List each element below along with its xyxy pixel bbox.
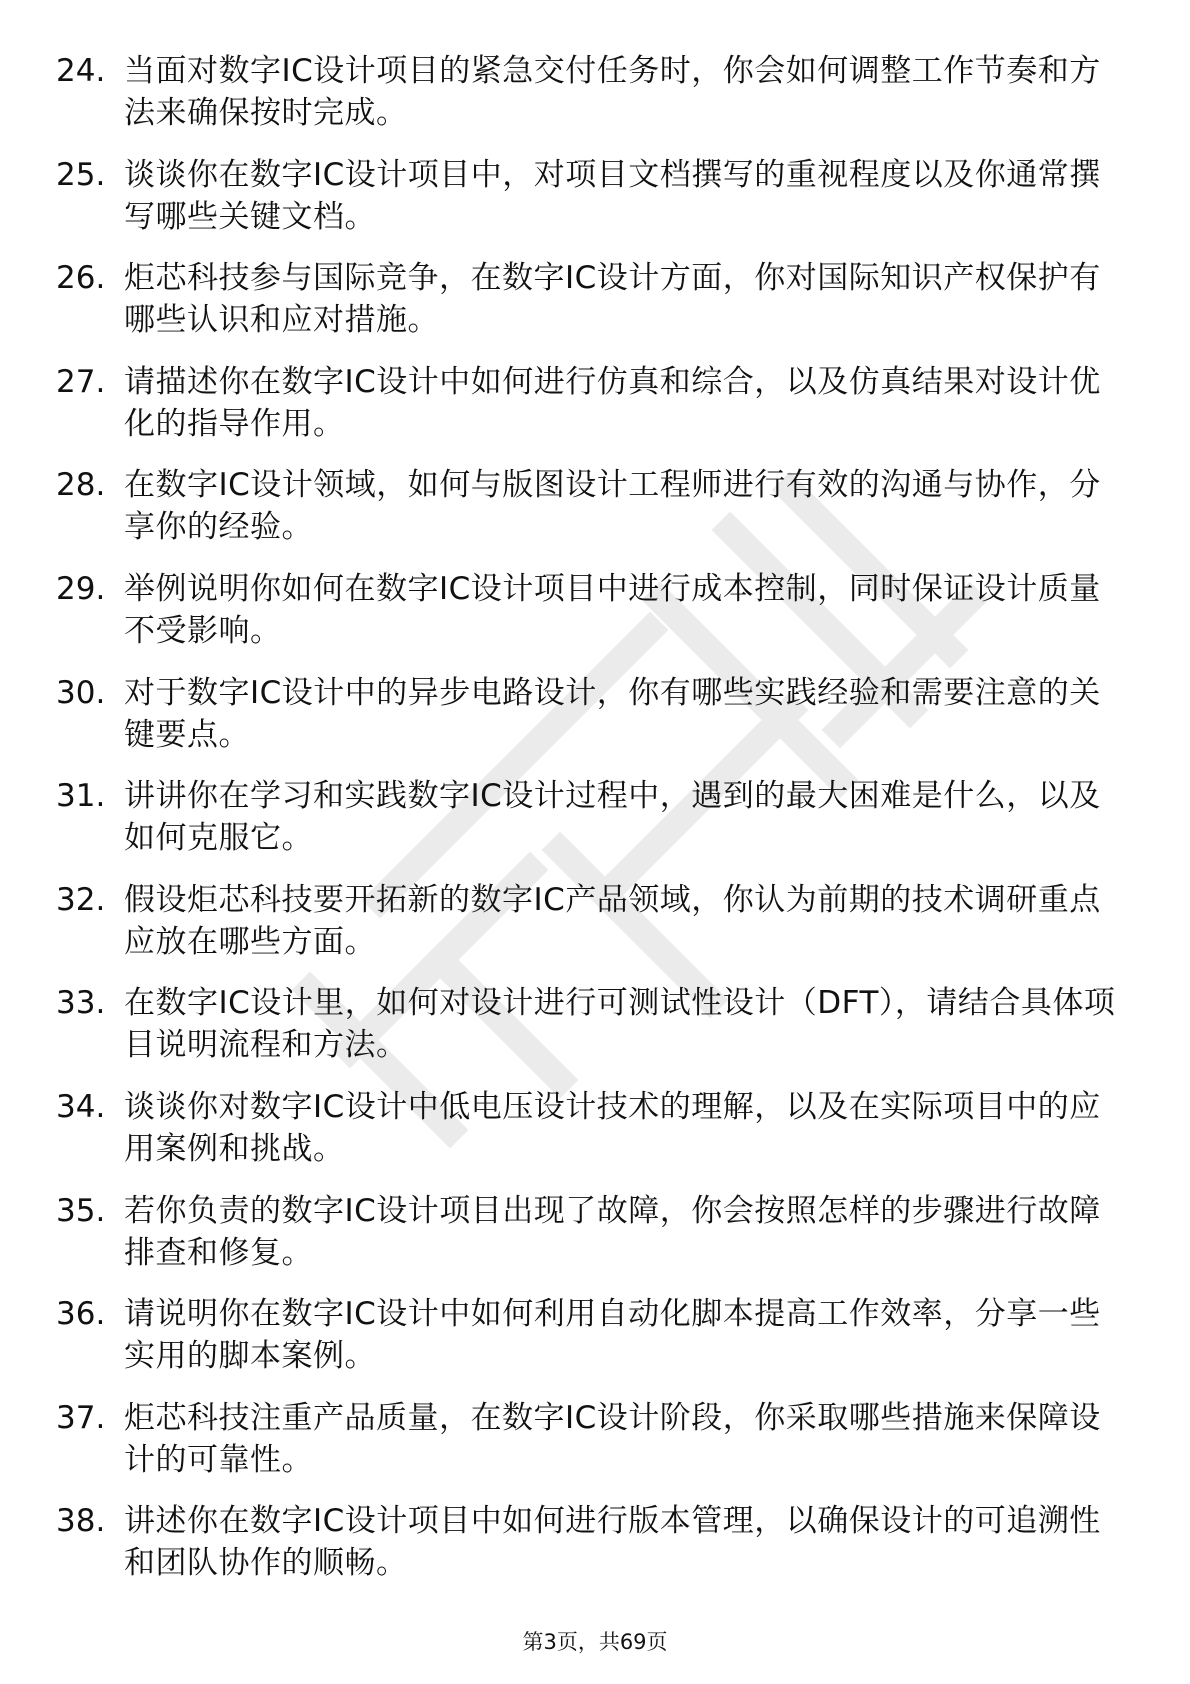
question-number: 29. [56,570,106,607]
question-item [56,879,1116,983]
question-number: 30. [56,674,106,711]
question-number: 28. [56,467,106,504]
question-text: 请说明你在数字IC设计中如何利用自动化脚本提高工作效率，分享一些实用的脚本案例。 [124,1296,1101,1375]
question-number: 37. [56,1399,106,1436]
question-text: 谈谈你在数字IC设计项目中，对项目文档撰写的重视程度以及你通常撰写哪些关键文档。 [124,156,1101,235]
question-item [56,1190,1116,1294]
page-footer: 第3页，共69页 [522,1630,668,1654]
question-number: 33. [56,985,106,1022]
question-item [56,50,1116,154]
question-text: 讲讲你在学习和实践数字IC设计过程中，遇到的最大困难是什么，以及如何克服它。 [124,778,1101,857]
question-item [56,361,1116,465]
question-number: 26. [56,260,106,297]
question-text: 在数字IC设计里，如何对设计进行可测试性设计（DFT），请结合具体项目说明流程和方法。 [124,985,1116,1064]
question-item [56,154,1116,258]
question-text: 对于数字IC设计中的异步电路设计，你有哪些实践经验和需要注意的关键要点。 [124,674,1101,753]
question-item [56,1293,1116,1397]
question-item [56,1086,1116,1190]
question-number: 31. [56,778,106,815]
question-text: 请描述你在数字IC设计中如何进行仿真和综合，以及仿真结果对设计优化的指导作用。 [124,363,1101,442]
question-text: 若你负责的数字IC设计项目出现了故障，你会按照怎样的步骤进行故障排查和修复。 [124,1192,1101,1271]
question-text: 谈谈你对数字IC设计中低电压设计技术的理解，以及在实际项目中的应用案例和挑战。 [124,1088,1101,1167]
question-number: 25. [56,156,106,193]
question-text: 炬芯科技参与国际竞争，在数字IC设计方面，你对国际知识产权保护有哪些认识和应对措施。 [124,260,1101,339]
question-text: 炬芯科技注重产品质量，在数字IC设计阶段，你采取哪些措施来保障设计的可靠性。 [124,1399,1101,1478]
question-number: 24. [56,53,106,89]
question-text: 讲述你在数字IC设计项目中如何进行版本管理，以确保设计的可追溯性和团队协作的顺畅。 [124,1503,1101,1582]
question-number: 38. [56,1503,106,1540]
question-text: 当面对数字IC设计项目的紧急交付任务时，你会如何调整工作节奏和方法来确保按时完成。 [124,53,1101,131]
question-item [56,672,1116,776]
question-item [56,775,1116,879]
question-list [56,50,1116,1604]
question-text: 在数字IC设计领域，如何与版图设计工程师进行有效的沟通与协作，分享你的经验。 [124,467,1101,546]
question-item [56,464,1116,568]
question-number: 34. [56,1088,106,1125]
question-text: 举例说明你如何在数字IC设计项目中进行成本控制，同时保证设计质量不受影响。 [124,570,1101,649]
question-item [56,1500,1116,1604]
question-number: 32. [56,881,106,918]
question-number: 36. [56,1296,106,1333]
question-text: 假设炬芯科技要开拓新的数字IC产品领域，你认为前期的技术调研重点应放在哪些方面。 [124,881,1101,960]
question-number: 35. [56,1192,106,1229]
question-number: 27. [56,363,106,400]
question-item [56,1397,1116,1501]
question-item [56,568,1116,672]
question-item [56,257,1116,361]
question-item [56,982,1116,1086]
